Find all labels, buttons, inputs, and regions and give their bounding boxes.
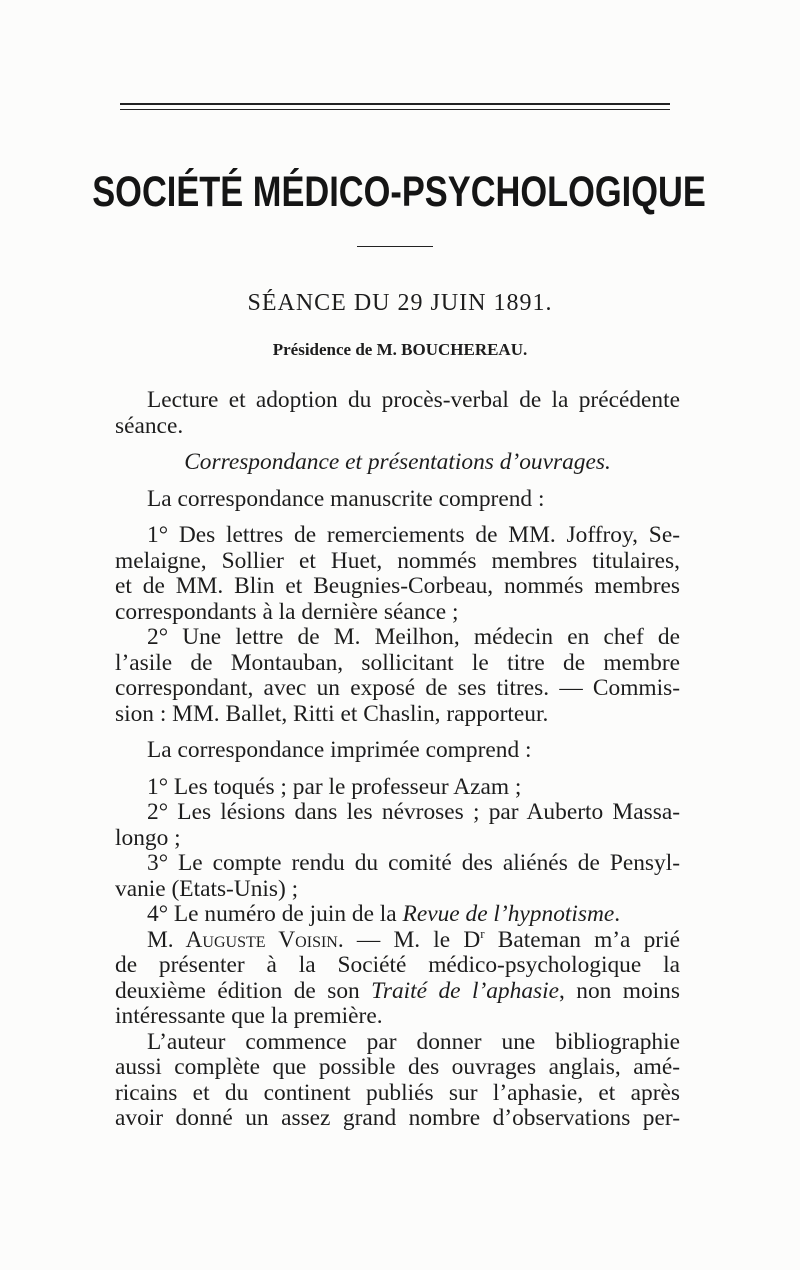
text-line: sion : MM. Ballet, Ritti et Chaslin, rapporteur. xyxy=(115,700,549,727)
text-line: Lecture et adoption du procès-verbal de la précédente xyxy=(147,387,680,413)
text-line: 1° Des lettres de remerciements de MM. Joffroy, Se- xyxy=(147,522,680,548)
paragraph-voisin-cont xyxy=(115,953,680,1030)
paragraph-printed-4 xyxy=(115,902,680,928)
paragraph-printed xyxy=(115,738,680,764)
book-title: Traité de l’aphasie xyxy=(371,977,560,1004)
session-heading: SÉANCE DU 29 JUIN 1891. xyxy=(247,290,553,316)
journal-title: Revue de l’hypnotisme xyxy=(402,901,615,927)
text-line: correspondant, avec un exposé de ses titres. — Commis- xyxy=(115,675,680,701)
paragraph-item-1-cont xyxy=(115,549,680,626)
paragraph-printed-3-cont xyxy=(115,877,680,903)
top-double-rule-thin xyxy=(120,109,670,110)
text-run: . xyxy=(614,901,621,927)
text-run: deuxième édition de son xyxy=(115,977,372,1004)
text-line: de présenter à la Société médico-psychologique la xyxy=(115,952,680,978)
text-line: La correspondance manuscrite comprend : xyxy=(147,485,545,512)
section-heading: Correspondance et présentations d’ouvrages. xyxy=(184,449,611,475)
title-divider xyxy=(357,246,433,247)
paragraph-item-2 xyxy=(115,625,680,651)
paragraph-printed-1 xyxy=(115,775,680,801)
paragraph-minutes xyxy=(115,388,680,414)
text-line: ricains et du continent publiés sur l’aphasie, et après xyxy=(115,1079,680,1106)
text-line: l’asile de Montauban, sollicitant le titre de membre xyxy=(115,649,680,676)
top-double-rule xyxy=(120,103,670,105)
text-line: 3° Le compte rendu du comité des aliénés de Pensyl- xyxy=(147,850,680,876)
text-line xyxy=(115,925,680,954)
text-run: 4° Le numéro de juin de la xyxy=(147,901,403,927)
paragraph-item-1 xyxy=(115,523,680,549)
text-line: melaigne, Sollier et Huet, nommés membres titulaires, xyxy=(115,547,680,574)
text-line: séance. xyxy=(115,412,184,439)
text-run: Bateman m’a prié xyxy=(484,926,680,953)
paragraph-author xyxy=(115,1030,680,1056)
text-line: 1° Les toqués ; par le professeur Azam ; xyxy=(147,773,522,800)
paragraph-item-2-cont xyxy=(115,651,680,728)
paragraph-printed-2 xyxy=(115,800,680,826)
text-line xyxy=(115,902,680,928)
presidency-line: Présidence de M. BOUCHEREAU. xyxy=(272,340,528,359)
society-title: SOCIÉTÉ MÉDICO-PSYCHOLOGIQUE xyxy=(92,168,706,216)
text-line: intéressante que la première. xyxy=(115,1003,383,1029)
paragraph-printed-2-cont xyxy=(115,826,680,852)
text-line: correspondants à la dernière séance ; xyxy=(115,598,459,625)
body-text xyxy=(115,388,680,1132)
text-line xyxy=(115,979,680,1005)
text-run: , non moins xyxy=(559,977,680,1004)
speaker-name: M. Auguste Voisin. xyxy=(147,926,344,953)
text-line: 2° Une lettre de M. Meilhon, médecin en chef de xyxy=(147,624,680,650)
paragraph-manuscript xyxy=(115,487,680,513)
text-line: vanie (Etats-Unis) ; xyxy=(115,875,299,902)
text-line: 2° Les lésions dans les névroses ; par Auberto Massa- xyxy=(147,799,680,825)
text-line: aussi complète que possible des ouvrages anglais, amé- xyxy=(115,1054,680,1080)
text-run: — M. le D xyxy=(343,926,481,953)
text-line: avoir donné un assez grand nombre d’observations per- xyxy=(115,1105,680,1131)
text-line: La correspondance imprimée comprend : xyxy=(147,737,532,763)
text-line: longo ; xyxy=(115,824,181,851)
superscript: r xyxy=(480,925,485,941)
paragraph-author-cont xyxy=(115,1055,680,1132)
paragraph-voisin xyxy=(115,925,680,954)
text-line: L’auteur commence par donner une bibliographie xyxy=(147,1028,680,1055)
paragraph-minutes-cont xyxy=(115,414,680,440)
text-line: et de MM. Blin et Beugnies-Corbeau, nommés membres xyxy=(115,573,680,599)
paragraph-printed-3 xyxy=(115,851,680,877)
